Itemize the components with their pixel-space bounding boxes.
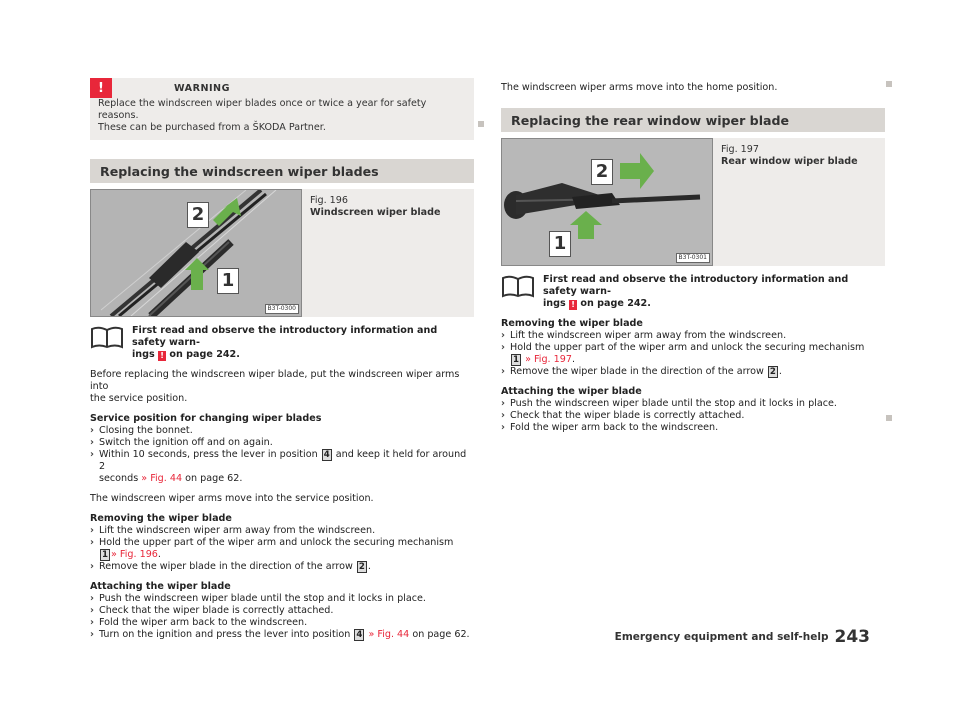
service-result: The windscreen wiper arms move into the service position. [90, 493, 374, 504]
step: › Check that the wiper blade is correctly attached. [90, 605, 334, 616]
book-icon [90, 325, 124, 349]
right-column [501, 78, 885, 434]
section-end-marker [478, 121, 484, 127]
section-end-marker [886, 81, 892, 87]
figure-number: Fig. 197 [721, 144, 759, 155]
removing-heading: Removing the wiper blade [501, 318, 643, 329]
callout-1: 1 [217, 268, 239, 294]
figure-code: B3T-0301 [676, 253, 710, 263]
step: › Check that the wiper blade is correctly attached. [501, 410, 745, 421]
callout-number: 2 [357, 561, 367, 573]
figure-title: Windscreen wiper blade [310, 207, 441, 218]
figure-197 [501, 138, 885, 266]
callout-2: 2 [187, 202, 209, 228]
warning-title: WARNING [174, 82, 230, 94]
step: › Fold the wiper arm back to the windscreen. [90, 617, 308, 628]
figure-code: B3T-0300 [265, 304, 299, 314]
figure-number: Fig. 196 [310, 195, 348, 206]
figure-link[interactable]: » Fig. 197 [525, 354, 572, 365]
figure-link[interactable]: » Fig. 44 [141, 473, 183, 484]
page-number: 243 [834, 627, 870, 647]
left-column [90, 78, 474, 641]
warning-box [90, 78, 474, 140]
attaching-heading: Attaching the wiper blade [90, 581, 231, 592]
callout-number: 2 [768, 366, 778, 378]
position-number: 4 [322, 449, 332, 461]
callout-2: 2 [591, 159, 613, 185]
warning-line: These can be purchased from a ŠKODA Partner. [98, 122, 326, 133]
warning-icon: ! [569, 300, 577, 310]
step: › Hold the upper part of the wiper arm and unlock the securing mechanism 1 » Fig. 197. [501, 342, 865, 365]
rear-wiper-drawing [502, 139, 712, 265]
step: › Hold the upper part of the wiper arm and unlock the securing mechanism 1 » Fig. 196. [90, 537, 454, 560]
intro-line: the service position. [90, 393, 188, 404]
step: › Fold the wiper arm back to the windscreen. [501, 422, 719, 433]
step: › Within 10 seconds, press the lever in position 4 and keep it held for around 2 seconds » Fig. 44 on page 62. [90, 449, 467, 484]
step: › Switch the ignition off and on again. [90, 437, 273, 448]
step: › Lift the windscreen wiper arm away from the windscreen. [501, 330, 787, 341]
step: › Push the windscreen wiper blade until the stop and it locks in place. [90, 593, 426, 604]
home-position-text: The windscreen wiper arms move into the home position. [501, 82, 778, 93]
read-first-note [501, 274, 885, 310]
page-reference[interactable]: on page 242. [580, 298, 651, 309]
figure-caption [302, 189, 448, 317]
removing-heading: Removing the wiper blade [90, 513, 232, 524]
figure-link[interactable]: » Fig. 44 [368, 629, 410, 640]
read-first-note [90, 325, 474, 361]
footer-chapter-title: Emergency equipment and self-help [614, 631, 829, 643]
figure-196 [90, 189, 474, 317]
callout-1: 1 [549, 231, 571, 257]
page-footer [615, 627, 870, 647]
attaching-heading: Attaching the wiper blade [501, 386, 642, 397]
windscreen-wiper-illustration [90, 189, 302, 317]
service-heading: Service position for changing wiper blades [90, 413, 322, 424]
step: › Push the windscreen wiper blade until the stop and it locks in place. [501, 398, 837, 409]
figure-link[interactable]: » Fig. 196 [111, 549, 158, 560]
rear-wiper-illustration [501, 138, 713, 266]
section-title: Replacing the windscreen wiper blades [90, 159, 474, 183]
read-note-text: ings [543, 298, 566, 309]
figure-caption [713, 138, 866, 266]
book-icon [501, 274, 535, 298]
step: › Remove the wiper blade in the direction of the arrow 2 . [90, 561, 371, 572]
page-reference[interactable]: on page 242. [169, 349, 240, 360]
figure-title: Rear window wiper blade [721, 156, 858, 167]
section-title: Replacing the rear window wiper blade [501, 108, 885, 132]
section-end-marker [886, 415, 892, 421]
warning-line: Replace the windscreen wiper blades once or twice a year for safety reasons. [98, 98, 427, 121]
step: › Turn on the ignition and press the lever into position 4 » Fig. 44 on page 62. [90, 629, 470, 640]
step: › Lift the windscreen wiper arm away from the windscreen. [90, 525, 376, 536]
intro-line: Before replacing the windscreen wiper blade, put the windscreen wiper arms into [90, 369, 460, 392]
warning-icon: ! [158, 351, 166, 361]
callout-number: 1 [511, 354, 521, 366]
read-note-text: ings [132, 349, 155, 360]
position-number: 4 [354, 629, 364, 641]
step: › Remove the wiper blade in the direction of the arrow 2 . [501, 366, 782, 377]
callout-number: 1 [100, 549, 110, 561]
read-note-line: First read and observe the introductory information and safety warn- [543, 274, 849, 297]
warning-icon: ! [90, 78, 112, 98]
step: › Closing the bonnet. [90, 425, 193, 436]
read-note-line: First read and observe the introductory information and safety warn- [132, 325, 438, 348]
